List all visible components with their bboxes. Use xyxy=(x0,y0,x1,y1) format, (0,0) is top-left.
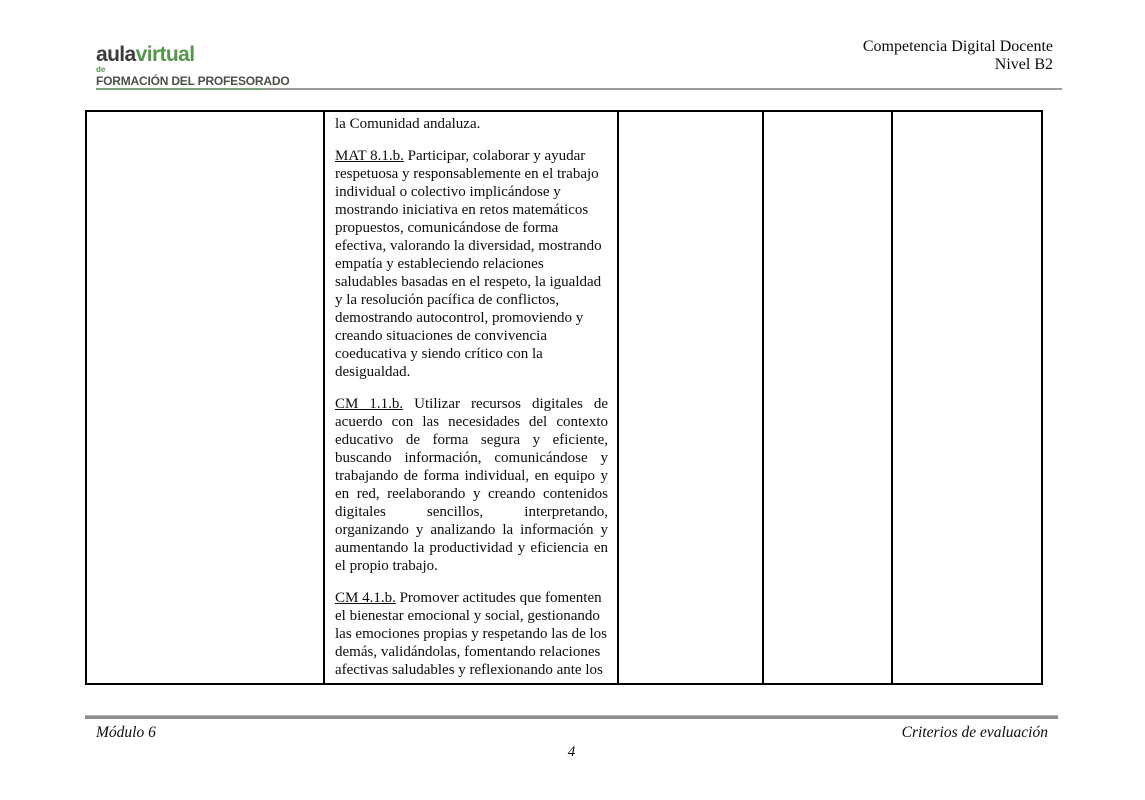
footer-divider-line xyxy=(85,715,1058,719)
header-title-line1: Competencia Digital Docente xyxy=(862,38,1053,55)
criterion-text: Promover actitudes que fomenten el bienestar emocional y social, gestionando las emociones propias y respetando las de los demás, validándolas, fomentando relaciones afectivas saludables y reflexionando ante los xyxy=(335,590,608,678)
paragraph-cm-4-1-b xyxy=(335,589,608,679)
document-header-title xyxy=(863,38,1053,74)
criterion-text: la Comunidad andaluza. xyxy=(335,116,481,132)
table-cell-empty-1 xyxy=(87,112,325,683)
logo-underline xyxy=(96,88,262,90)
footer-module-label: Módulo 6 xyxy=(96,724,156,741)
logo-subtitle: FORMACIÓN DEL PROFESORADO xyxy=(96,74,290,88)
paragraph-mat-8-1-b xyxy=(335,147,608,381)
aulavirtual-logo xyxy=(96,44,289,88)
page-number: 4 xyxy=(567,744,576,760)
paragraph-cm-1-1-b xyxy=(335,395,608,575)
header-title-line2: Nivel B2 xyxy=(994,56,1053,73)
criterion-text: Utilizar recursos digitales de acuerdo con las necesidades del contexto educativo de forma segura y eficiente, buscando información, comunicándose y trabajando de forma individual, en equipo y en red, reelaborando y creando contenidos digitales sencillos, interpretando, organizando y analizando la información y aumentando la productividad y eficiencia en el propio trabajo. xyxy=(335,396,609,574)
logo-de-text: de xyxy=(96,65,106,74)
footer-section-label: Criterios de evaluación xyxy=(901,724,1048,741)
table-cell-empty-3 xyxy=(619,112,764,683)
criterion-code: CM 4.1.b. xyxy=(335,590,396,606)
criteria-table xyxy=(85,110,1043,685)
table-cell-criteria-text xyxy=(325,112,619,683)
paragraph-continuation xyxy=(335,115,608,133)
logo-wordmark xyxy=(96,44,289,66)
logo-virtual-text: virtual xyxy=(135,43,195,66)
criterion-code: MAT 8.1.b. xyxy=(335,148,404,164)
criterion-text: Participar, colaborar y ayudar respetuosa y responsablemente en el trabajo individual o colectivo implicándose y mostrando iniciativa en retos matemáticos propuestos, comunicándose de forma efectiva, valorando la diversidad, mostrando empatía y estableciendo relaciones saludables basadas en el respeto, la igualdad y la resolución pacífica de conflictos, demostrando autocontrol, promoviendo y creando situaciones de convivencia coeducativa y siendo crítico con la desigualdad. xyxy=(335,148,602,380)
logo-aula-text: aula xyxy=(96,43,136,66)
criterion-code: CM 1.1.b. xyxy=(335,396,404,412)
table-cell-empty-4 xyxy=(764,112,893,683)
table-cell-empty-5 xyxy=(893,112,1041,683)
